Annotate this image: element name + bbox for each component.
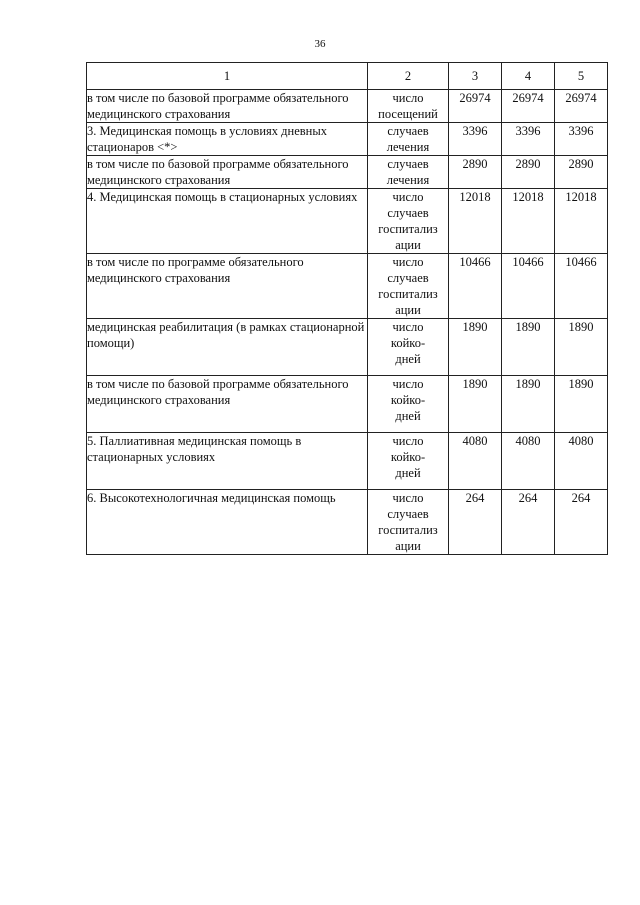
- row-value-5: 4080: [555, 433, 608, 490]
- row-value-5: 2890: [555, 156, 608, 189]
- row-value-3: 2890: [449, 156, 502, 189]
- row-value-5: 1890: [555, 376, 608, 433]
- row-value-3: 10466: [449, 254, 502, 319]
- header-col-1: 1: [87, 63, 368, 90]
- table-row: [87, 433, 608, 490]
- row-unit: [368, 433, 449, 490]
- table-row: [87, 254, 608, 319]
- row-value-3: 1890: [449, 376, 502, 433]
- row-value-4: 1890: [502, 319, 555, 376]
- header-col-3: 3: [449, 63, 502, 90]
- row-name: в том числе по базовой программе обязательного медицинского страхования: [87, 156, 368, 189]
- table-row: [87, 189, 608, 254]
- row-value-4: 12018: [502, 189, 555, 254]
- row-name: в том числе по программе обязательного медицинского страхования: [87, 254, 368, 319]
- row-value-5: 264: [555, 490, 608, 555]
- row-name: 3. Медицинская помощь в условиях дневных стационаров <*>: [87, 123, 368, 156]
- table-row: [87, 90, 608, 123]
- data-table: [86, 62, 608, 555]
- row-value-3: 12018: [449, 189, 502, 254]
- header-row: [87, 63, 608, 90]
- row-unit-text: случаев лечения: [386, 124, 430, 154]
- page-number: 36: [314, 38, 326, 50]
- row-value-3: 264: [449, 490, 502, 555]
- row-unit: [368, 90, 449, 123]
- row-unit: [368, 490, 449, 555]
- row-value-4: 10466: [502, 254, 555, 319]
- row-value-4: 3396: [502, 123, 555, 156]
- row-unit-text: число случаев госпитализ ации: [378, 190, 438, 252]
- table-row: [87, 319, 608, 376]
- row-unit-text: случаев лечения: [386, 157, 430, 187]
- table-row: [87, 490, 608, 555]
- row-value-4: 1890: [502, 376, 555, 433]
- row-unit-text: число случаев госпитализ ации: [378, 255, 438, 317]
- table-row: [87, 376, 608, 433]
- table-body: [87, 90, 608, 555]
- row-value-3: 1890: [449, 319, 502, 376]
- header-col-4: 4: [502, 63, 555, 90]
- row-value-4: 264: [502, 490, 555, 555]
- row-value-5: 10466: [555, 254, 608, 319]
- table-row: [87, 123, 608, 156]
- row-unit: [368, 189, 449, 254]
- row-value-5: 1890: [555, 319, 608, 376]
- row-unit: [368, 156, 449, 189]
- row-unit: [368, 319, 449, 376]
- row-value-3: 3396: [449, 123, 502, 156]
- row-value-3: 26974: [449, 90, 502, 123]
- row-unit: [368, 123, 449, 156]
- row-name: 5. Паллиативная медицинская помощь в стационарных условиях: [87, 433, 368, 490]
- row-unit-text: число койко- дней: [390, 320, 426, 366]
- row-unit: [368, 254, 449, 319]
- row-unit: [368, 376, 449, 433]
- row-name: 6. Высокотехнологичная медицинская помощь: [87, 490, 368, 555]
- row-name: 4. Медицинская помощь в стационарных условиях: [87, 189, 368, 254]
- header-col-2: 2: [368, 63, 449, 90]
- row-unit-text: число койко- дней: [390, 434, 426, 480]
- row-value-5: 26974: [555, 90, 608, 123]
- header-col-5: 5: [555, 63, 608, 90]
- row-unit-text: число посещений: [378, 91, 438, 121]
- row-value-5: 12018: [555, 189, 608, 254]
- row-unit-text: число койко- дней: [390, 377, 426, 423]
- row-value-3: 4080: [449, 433, 502, 490]
- row-value-4: 4080: [502, 433, 555, 490]
- table-header: [87, 63, 608, 90]
- row-value-4: 26974: [502, 90, 555, 123]
- row-name: в том числе по базовой программе обязательного медицинского страхования: [87, 90, 368, 123]
- row-name: в том числе по базовой программе обязательного медицинского страхования: [87, 376, 368, 433]
- row-value-5: 3396: [555, 123, 608, 156]
- table-row: [87, 156, 608, 189]
- row-name: медицинская реабилитация (в рамках стационарной помощи): [87, 319, 368, 376]
- row-unit-text: число случаев госпитализ ации: [378, 491, 438, 553]
- row-value-4: 2890: [502, 156, 555, 189]
